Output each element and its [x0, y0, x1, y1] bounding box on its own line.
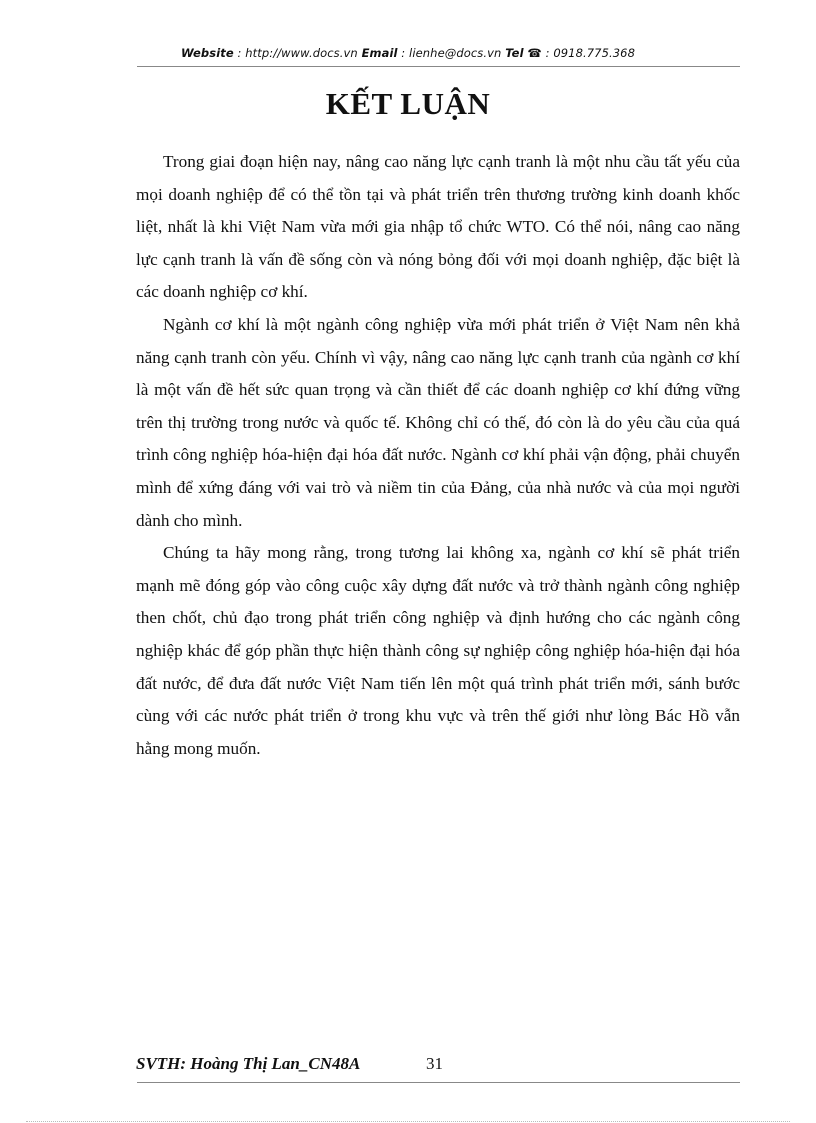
page-header: [0, 46, 816, 60]
paragraph-1: Trong giai đoạn hiện nay, nâng cao năng lực cạnh tranh là một nhu cầu tất yếu của mọi doanh nghiệp để có thể tồn tại và phát triển trên thương trường kinh doanh khốc liệt, nhất là khi Việt Nam vừa mới gia nhập tổ chức WTO. Có thể nói, nâng cao năng lực cạnh tranh là vấn đề sống còn và nóng bỏng đối với mọi doanh nghiệp, đặc biệt là các doanh nghiệp cơ khí.: [136, 152, 740, 302]
tel-number: : 0918.775.368: [541, 46, 635, 60]
tel-label: Tel: [505, 46, 524, 60]
footer-divider: [137, 1082, 740, 1083]
telephone-icon: ☎: [527, 46, 542, 60]
website-url: : http://www.docs.vn: [233, 46, 362, 60]
website-label: Website: [180, 46, 234, 60]
page-number: 31: [426, 1054, 443, 1073]
header-divider: [137, 66, 740, 67]
page-title: KẾT LUẬN: [325, 86, 491, 121]
footer-author: SVTH: Hoàng Thị Lan_CN48A: [136, 1054, 361, 1073]
email-address: : lienhe@docs.vn: [397, 46, 506, 60]
page-edge-dotted-line: [26, 1121, 790, 1122]
paragraph-2: Ngành cơ khí là một ngành công nghiệp vừa mới phát triển ở Việt Nam nên khả năng cạnh tranh còn yếu. Chính vì vậy, nâng cao năng lực cạnh tranh của ngành cơ khí là một vấn đề hết sức quan trọng và cần thiết để các doanh nghiệp cơ khí đứng vững trên thị trường trong nước và quốc tế. Không chỉ có thế, đó còn là do yêu cầu của quá trình công nghiệp hóa-hiện đại hóa đất nước. Ngành cơ khí phải vận động, phải chuyển mình để xứng đáng với vai trò và niềm tin của Đảng, của nhà nước và của mọi người dành cho mình.: [136, 314, 740, 530]
page-footer: [136, 1054, 443, 1074]
email-label: Email: [361, 46, 398, 60]
paragraph-3: Chúng ta hãy mong rằng, trong tương lai không xa, ngành cơ khí sẽ phát triển mạnh mẽ đóng góp vào công cuộc xây dựng đất nước và trở thành ngành công nghiệp then chốt, chủ đạo trong phát triển công nghiệp và định hướng cho các ngành công nghiệp khác để góp phần thực hiện thành công sự nghiệp công nghiệp hóa-hiện đại hóa đất nước, để đưa đất nước Việt Nam tiến lên một quá trình phát triển mới, sánh bước cùng với các nước phát triển ở trong khu vực và trên thế giới như lòng Bác Hồ vẫn hằng mong muốn.: [136, 543, 740, 758]
body-text: [136, 146, 740, 765]
